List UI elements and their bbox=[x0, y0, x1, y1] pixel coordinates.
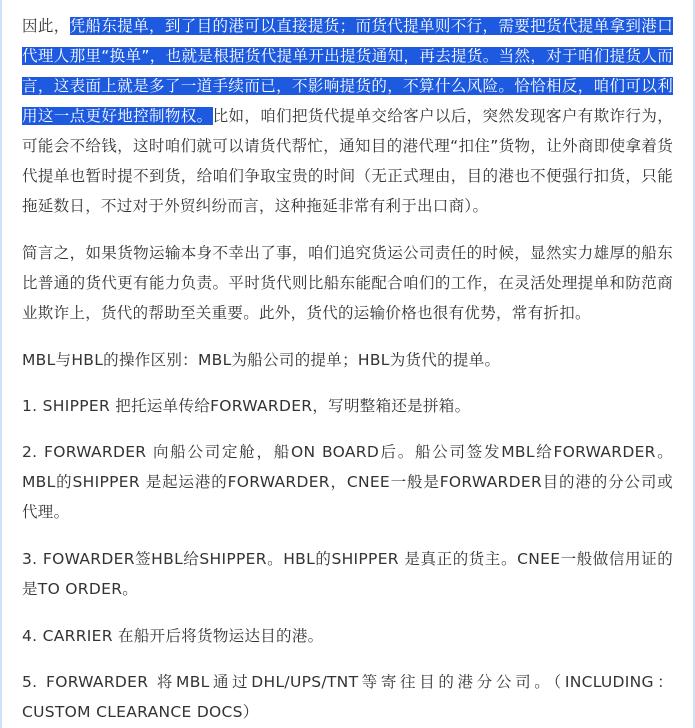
list-item-step-5: 5. FORWARDER 将MBL通过DHL/UPS/TNT等寄往目的港分公司。（INCLUDING：CUSTOM CLEARANCE DOCS） bbox=[22, 673, 673, 721]
paragraph-mbl-hbl-difference: MBL与HBL的操作区别：MBL为船公司的提单；HBL为货代的提单。 bbox=[22, 351, 501, 369]
paragraph-lead: 因此， bbox=[22, 17, 70, 35]
paragraph-bill-of-lading-control bbox=[22, 11, 673, 221]
paragraph-summary: 简言之，如果货物运输本身不幸出了事，咱们追究货运公司责任的时候，显然实力雄厚的船东比普通的货代更有能力负责。平时货代则比船东能配合咱们的工作，在灵活处理提单和防范商业欺诈上，货代的帮助至关重要。此外，货代的运输价格也很有优势，常有折扣。 bbox=[22, 244, 673, 322]
list-item-step-3: 3. FOWARDER签HBL给SHIPPER。HBL的SHIPPER 是真正的货主。CNEE一般做信用证的是TO ORDER。 bbox=[22, 550, 673, 598]
list-item-step-1: 1. SHIPPER 把托运单传给FORWARDER，写明整箱还是拼箱。 bbox=[22, 397, 471, 415]
list-item-step-4: 4. CARRIER 在船开后将货物运达目的港。 bbox=[22, 627, 324, 645]
paragraph-rest: 比如，咱们把货代提单交给客户以后，突然发现客户有欺诈行为，可能会不给钱，这时咱们就可以请货代帮忙，通知目的港代理“扣住”货物，让外商即使拿着货代提单也暂时提不到货，给咱们争取宝贵的时间（无正式理由，目的港也不便强行扣货，只能拖延数日，不过对于外贸纠纷而言，这种拖延非常有利于出口商）。 bbox=[22, 107, 673, 215]
list-item-step-2: 2. FORWARDER 向船公司定舱，船ON BOARD后。船公司签发MBL给FORWARDER。MBL的SHIPPER 是起运港的FORWARDER，CNEE一般是FORWARDER目的港的分公司或代理。 bbox=[22, 443, 673, 521]
selected-text-highlight[interactable]: 凭船东提单，到了目的港可以直接提货；而货代提单则不行，需要把货代提单拿到港口代理人那里“换单”，也就是根据货代提单开出提货通知，再去提货。当然，对于咱们提货人而言，这表面上就是多了一道手续而已，不影响提货的，不算什么风险。恰恰相反，咱们可以利用这一点更好地控制物权。 bbox=[22, 17, 673, 125]
